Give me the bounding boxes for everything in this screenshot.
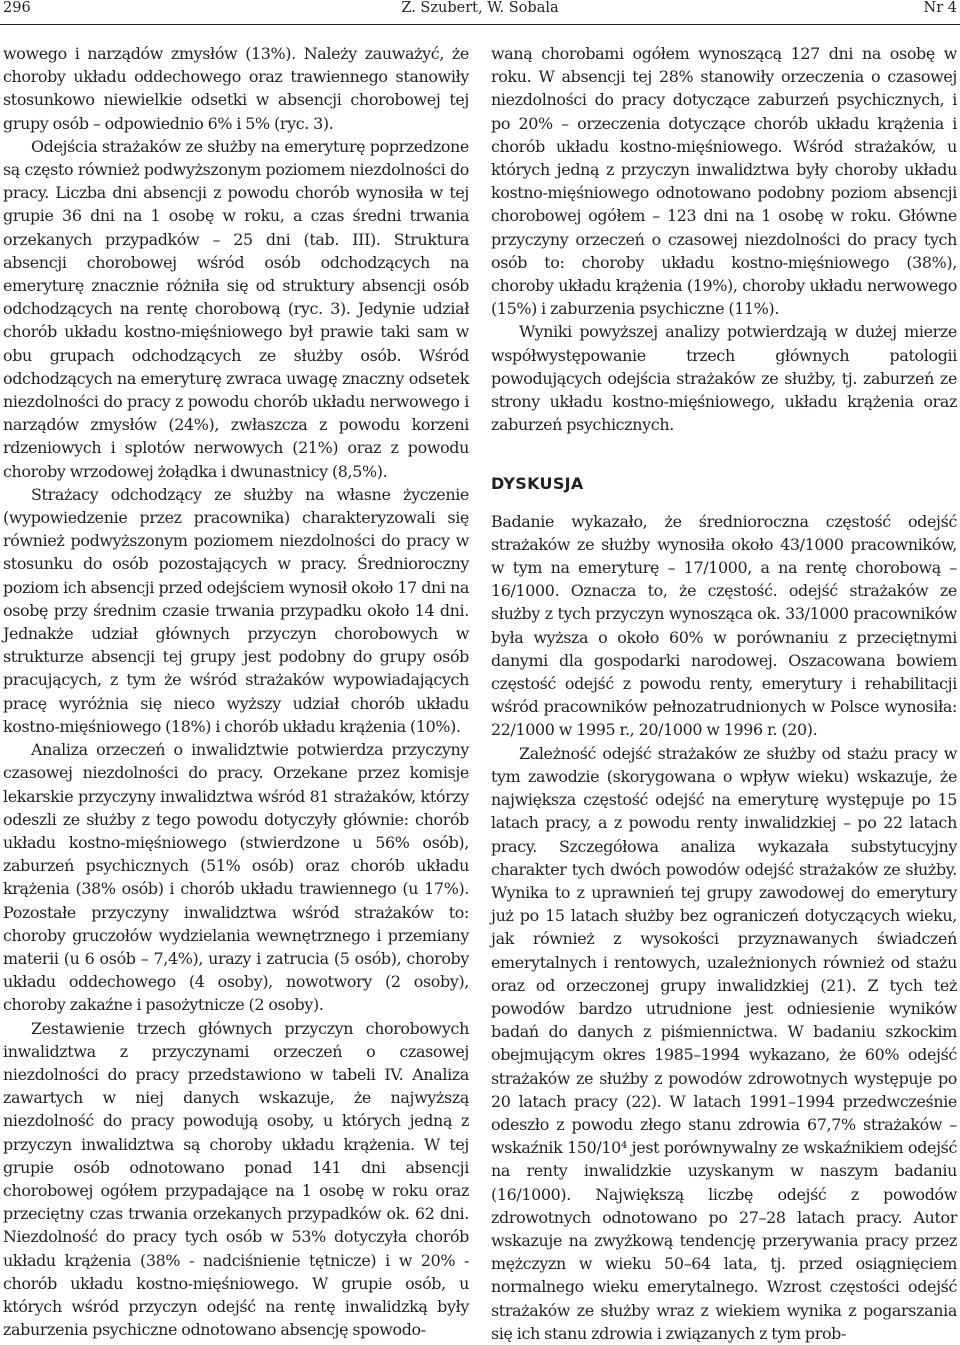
page-header	[0, 0, 960, 22]
left-paragraph-4: Analiza orzeczeń o inwalidztwie potwierdza przyczyny czasowej niezdolności do pracy. Orzekane przez komisje lekarskie przyczyny inwalidztwa wśród 81 strażaków, którzy odeszli ze służby z tego powodu dotyczyły głównie: chorób układu kostno-mięśniowego (stwierdzone u 56% osób), zaburzeń psychicznych (51% osób) oraz chorób układu krążenia (38% osób) i chorób układu trawiennego (u 17%). Pozostałe przyczyny inwalidztwa wśród strażaków to: choroby gruczołów wydzielania wewnętrznego i przemiany materii (u 6 osób – 7,4%), urazy i zatrucia (5 osób), choroby układu oddechowego (4 osoby), nowotwory (2 osoby), choroby zakaźne i pasożytnicze (2 osoby).	[3, 740, 469, 1015]
left-paragraph-2: Odejścia strażaków ze służby na emeryturę poprzedzone są często również podwyższonym poziomem niezdolności do pracy. Liczba dni absencji z powodu chorób wynosiła w tej grupie 36 dni na 1 osobę w roku, a czas średni trwania orzekanych przypadków – 25 dni (tab. III). Struktura absencji chorobowej wśród osób odchodzących na emeryturę znacznie różniła się od struktury absencji osób odchodzących na rentę chorobową (ryc. 3). Jedynie udział chorób układu kostno-mięśniowego był prawie taki sam w obu grupach odchodzących ze służby osób. Wśród odchodzących na emeryturę zwraca uwagę znaczny odsetek niezdolności do pracy z powodu chorób układu nerwowego i narządów zmysłów (24%), zwłaszcza z powodu korzeni rdzeniowych i splotów nerwowych (21%) oraz z powodu choroby wrzodowej żołądka i dwunastnicy (8,5%).	[3, 136, 469, 481]
right-column	[491, 42, 957, 1345]
section-heading-dyskusja: DYSKUSJA	[491, 474, 584, 494]
left-paragraph-3: Strażacy odchodzący ze służby na własne życzenie (wypowiedzenie przez pracownika) charakteryzowali się również podwyższonym poziomem niezdolności do pracy w stosunku do osób pozostających w pracy. Średnioroczny poziom ich absencji przed odejściem wynosił około 17 dni na osobę przy średnim czasie trwania przypadku około 14 dni. Jednakże udział głównych przyczyn chorobowych w strukturze absencji tej grupy jest podobny do grupy osób pracujących, z tym że wśród strażaków wypowiadających pracę wyróżnia się nieco wyższy udział chorób układu kostno-mięśniowego (18%) i chorób układu krążenia (10%).	[3, 484, 469, 736]
right-paragraph-2: Wyniki powyższej analizy potwierdzają w dużej mierze współwystępowanie trzech głównych patologii powodujących odejścia strażaków ze służby, tj. zaburzeń ze strony układu kostno-mięśniowego, układu krążenia oraz zaburzeń psychicznych.	[491, 322, 957, 435]
right-paragraph-4: Zależność odejść strażaków ze służby od stażu pracy w tym zawodzie (skorygowana o wpływ wieku) wskazuje, że największa częstość odejść na emeryturę występuje po 15 latach pracy, a z powodu renty inwalidzkiej – po 22 latach pracy. Szczegółowa analiza wykazała substytucyjny charakter tych dwóch powodów odejść strażaków ze służby. Wynika to z uprawnień tej grupy zawodowej do emerytury już po 15 latach służby bez ograniczeń dotyczących wieku, jak również z wysokości przyznawanych świadczeń emerytalnych i rentowych, uzależnionych również od stażu oraz od orzeczonej grupy inwalidzkiej (21). Z tych też powodów bardzo utrudnione jest odniesienie wyników badań do danych z piśmiennictwa. W badaniu szkockim obejmującym okres 1985–1994 wykazano, że 60% odejść strażaków ze służby z powodów zdrowotnych występuje po 20 latach pracy (22). W latach 1991–1994 przedwcześnie odeszło z powodu złego stanu zdrowia 67,7% strażaków – wskaźnik 150/10⁴ jest porównywalny ze wskaźnikiem odejść na renty inwalidzkie uzyskanym w naszym badaniu (16/1000). Największą liczbę odejść z powodów zdrowotnych odnotowano po 27–28 latach pracy. Autor wskazuje na zwyżkową tendencję przerywania pracy przez mężczyzn w wieku 50–64 lata, tj. przed osiągnięciem normalnego wieku emerytalnego. Wzrost częstości odejść strażaków ze służby wraz z wiekiem wynika z pogarszania się ich stanu zdrowia i związanych z tym prob-	[491, 743, 957, 1343]
issue-number: Nr 4	[923, 0, 957, 16]
right-paragraph-3: Badanie wykazało, że średnioroczna częstość odejść strażaków ze służby wynosiła około 43/1000 pracowników, w tym na emeryturę – 17/1000, a na rentę chorobową – 16/1000. Oznacza to, że częstość. odejść strażaków ze służby z tych przyczyn wynosząca ok. 33/1000 pracowników była wyższa o około 60% w porównaniu z przeciętnymi danymi dla gospodarki narodowej. Oszacowana bowiem częstość odejść z powodu renty, emerytury i rehabilitacji wśród pracowników pełnozatrudnionych w Polsce wynosiła: 22/1000 w 1995 r., 20/1000 w 1996 r. (20).	[491, 511, 957, 740]
left-paragraph-1: wowego i narządów zmysłów (13%). Należy zauważyć, że choroby układu oddechowego oraz trawiennego stanowiły stosunkowo niewielkie odsetki w absencji chorobowej tej grupy osób – odpowiednio 6% i 5% (ryc. 3).	[3, 44, 469, 133]
left-column	[3, 42, 469, 1341]
left-paragraph-5: Zestawienie trzech głównych przyczyn chorobowych inwalidztwa z przyczynami orzeczeń o czasowej niezdolności do pracy przedstawiono w tabeli IV. Analiza zawartych w niej danych wskazuje, że najwyższą niezdolność do pracy powodują osoby, u których jedną z przyczyn inwalidztwa są choroby układu krążenia. W tej grupie osób odnotowano ponad 141 dni absencji chorobowej ogółem przypadające na 1 osobę w roku oraz przeciętny czas trwania orzekanych przypadków ok. 62 dni. Niezdolność do pracy tych osób w 53% dotyczyła chorób układu krążenia (38% - nadciśnienie tętnicze) i w 20% - chorób układu kostno-mięśniowego. W grupie osób, u których wśród przyczyn odejść na rentę inwalidzką były zaburzenia psychiczne odnotowano absencję spowodo-	[3, 1018, 469, 1340]
header-rule	[0, 24, 960, 25]
running-head-authors: Z. Szubert, W. Sobala	[401, 0, 559, 16]
right-paragraph-1: waną chorobami ogółem wynoszącą 127 dni na osobę w roku. W absencji tej 28% stanowiły orzeczenia o czasowej niezdolności do pracy dotyczące zaburzeń psychicznych, i po 20% – orzeczenia dotyczące chorób układu krążenia i chorób układu kostno-mięśniowego. Wśród strażaków, u których jedną z przyczyn inwalidztwa były choroby układu kostno-mięśniowego odnotowano podobny poziom absencji chorobowej ogółem – 123 dni na 1 osobę w roku. Główne przyczyny orzeczeń o czasowej niezdolności do pracy tych osób to: choroby układu kostno-mięśniowego (38%), choroby układu krążenia (19%), choroby układu nerwowego (15%) i zaburzenia psychiczne (11%).	[491, 44, 957, 319]
page-number: 296	[3, 0, 31, 16]
